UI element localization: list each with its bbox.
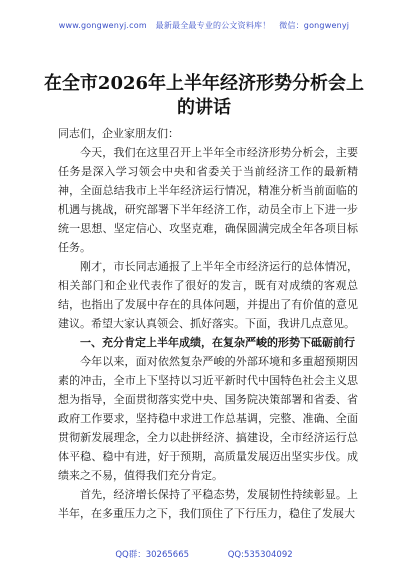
- qq-group: QQ群：30265665: [115, 550, 190, 560]
- wechat-id: 微信：gongwenyj: [279, 21, 350, 30]
- qq-number: QQ:535304092: [227, 550, 293, 560]
- page-footer: [0, 548, 408, 560]
- site-url-link[interactable]: www.gongwenyj.com: [58, 21, 147, 30]
- paragraph-section-2: 首先，经济增长保持了平稳态势，发展韧性持续彰显。上半年，在多重压力之下，我们顶住了下行压力，稳住了发展大: [58, 488, 358, 520]
- paragraph-intro: 今天，我们在这里召开上半年全市经济形势分析会，主要任务是深入学习领会中央和省委关于当前经济工作的最新精神，全面总结我市上半年经济运行情况，精准分析当前面临的机遇与挑战，研究部署下半年经济工作，动员全市上下进一步统一思想、坚定信心、攻坚克难，确保圆满完成全年各项目标任务。: [58, 146, 358, 254]
- paragraph-summary: 刚才，市长同志通报了上半年全市经济运行的总体情况，相关部门和企业代表作了很好的发言，既有对成绩的客观总结，也指出了发展中存在的具体问题，并提出了有价值的意见建议。希望大家认真领会、抓好落实。下面，我讲几点意见。: [58, 260, 358, 330]
- paragraph-section-1: 今年以来，面对依然复杂严峻的外部环境和多重超预期因素的冲击，全市上下坚持以习近平新时代中国特色社会主义思想为指导，全面贯彻落实党中央、国务院决策部署和省委、省政府工作要求，坚持稳中求进工作总基调，完整、准确、全面贯彻新发展理念，全力以赴拼经济、搞建设，全市经济运行总体平稳、稳中有进，好于预期，高质量发展迈出坚实步伐。成绩来之不易，值得我们充分肯定。: [58, 355, 358, 482]
- site-slogan: 最新最全最专业的公文资料库！: [155, 21, 271, 30]
- document-body: [58, 124, 358, 523]
- salutation: 同志们，企业家朋友们：: [58, 127, 179, 140]
- document-title: 在全市2026年上半年经济形势分析会上的讲话: [43, 73, 365, 118]
- section-heading: 一、充分肯定上半年成绩，在复杂严峻的形势下砥砺前行: [80, 336, 355, 349]
- page-header: [0, 20, 408, 31]
